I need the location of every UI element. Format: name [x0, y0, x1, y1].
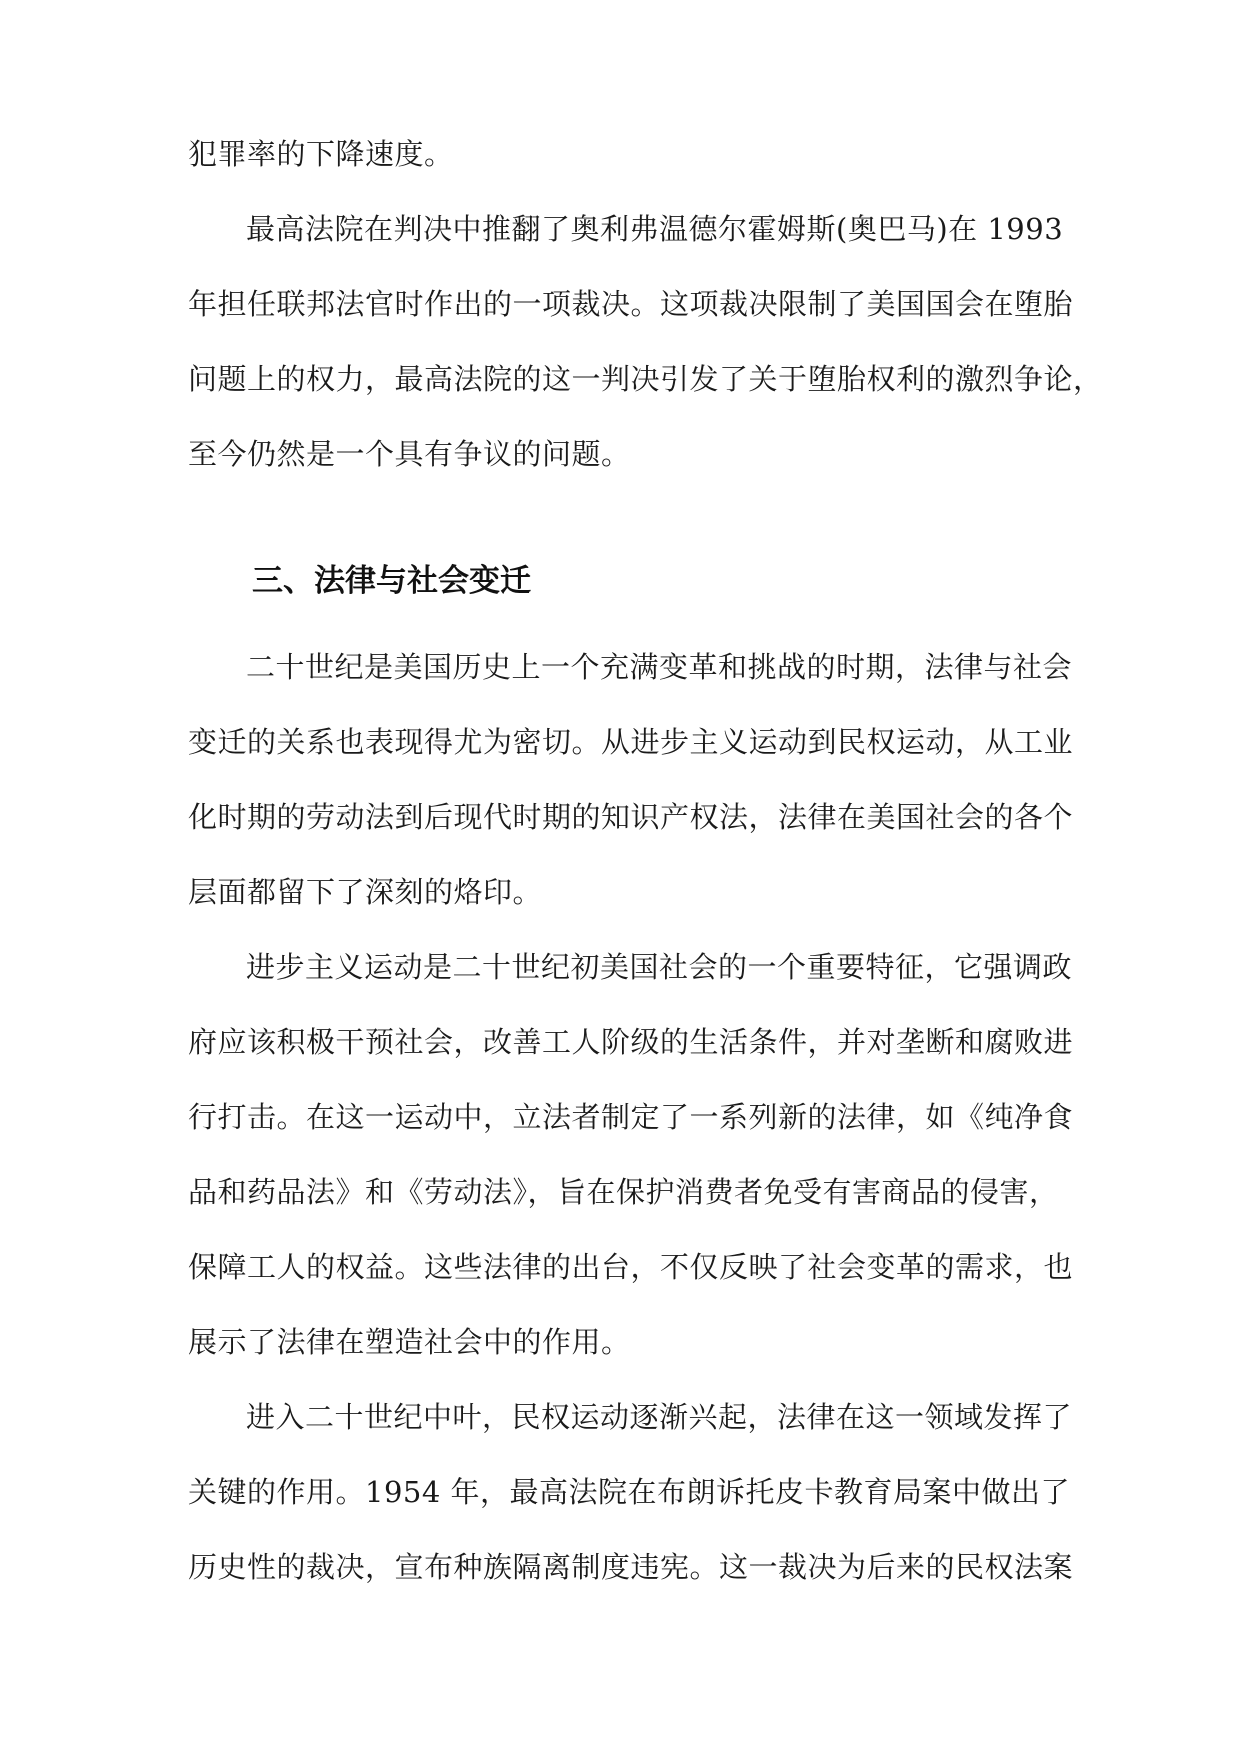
paragraph-line: 历史性的裁决，宣布种族隔离制度违宪。这一裁决为后来的民权法案 — [188, 1550, 1074, 1584]
paragraphs-after — [188, 630, 1074, 1605]
paragraph-line: 犯罪率的下降速度。 — [188, 137, 454, 171]
paragraph-line: 至今仍然是一个具有争议的问题。 — [188, 437, 631, 471]
paragraph-line: 保障工人的权益。这些法律的出台，不仅反映了社会变革的需求，也 — [188, 1250, 1074, 1284]
paragraphs-before — [188, 117, 1103, 492]
paragraph-line: 进步主义运动是二十世纪初美国社会的一个重要特征，它强调政 — [246, 950, 1073, 984]
paragraph-line: 问题上的权力，最高法院的这一判决引发了关于堕胎权利的激烈争论， — [188, 362, 1103, 396]
section-heading: 三、法律与社会变迁 — [252, 563, 531, 599]
paragraph-line: 年担任联邦法官时作出的一项裁决。这项裁决限制了美国国会在堕胎 — [188, 287, 1074, 321]
paragraph-line: 最高法院在判决中推翻了奥利弗温德尔霍姆斯(奥巴马)在 1993 — [246, 212, 1064, 246]
paragraph-line: 行打击。在这一运动中，立法者制定了一系列新的法律，如《纯净食 — [188, 1100, 1074, 1134]
paragraph-line: 二十世纪是美国历史上一个充满变革和挑战的时期，法律与社会 — [246, 650, 1073, 684]
paragraph-line: 展示了法律在塑造社会中的作用。 — [188, 1325, 631, 1359]
paragraph-line: 层面都留下了深刻的烙印。 — [188, 875, 543, 909]
paragraph-line: 变迁的关系也表现得尤为密切。从进步主义运动到民权运动，从工业 — [188, 725, 1074, 759]
paragraph-line: 品和药品法》和《劳动法》，旨在保护消费者免受有害商品的侵害， — [188, 1175, 1059, 1209]
paragraph-line: 进入二十世纪中叶，民权运动逐渐兴起，法律在这一领域发挥了 — [246, 1400, 1073, 1434]
paragraph-line: 府应该积极干预社会，改善工人阶级的生活条件，并对垄断和腐败进 — [188, 1025, 1074, 1059]
paragraph-line: 化时期的劳动法到后现代时期的知识产权法，法律在美国社会的各个 — [188, 800, 1074, 834]
paragraph-line: 关键的作用。1954 年，最高法院在布朗诉托皮卡教育局案中做出了 — [188, 1475, 1071, 1509]
